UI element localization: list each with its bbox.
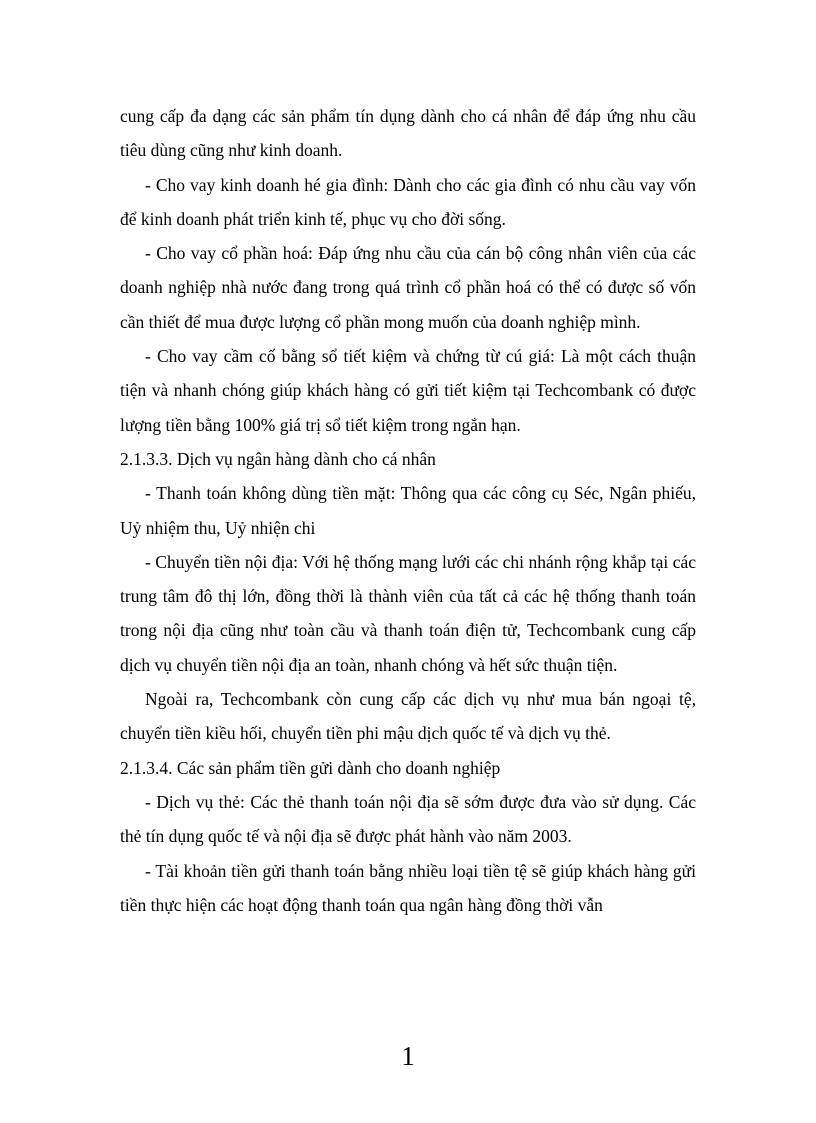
body-text <box>120 99 696 922</box>
paragraph-equitization-loan: - Cho vay cổ phần hoá: Đáp ứng nhu cầu của cán bộ công nhân viên của các doanh nghiệp nhà nước đang trong quá trình cổ phần hoá có thể có được số vốn cần thiết để mua được lượng cổ phần mong muốn của doanh nghiệp mình. <box>120 243 696 332</box>
paragraph-cashless-payment: - Thanh toán không dùng tiền mặt: Thông qua các công cụ Séc, Ngân phiếu, Uỷ nhiệm thu, Uỷ nhiện chi <box>120 483 696 538</box>
section-heading-personal-services: 2.1.3.3. Dịch vụ ngân hàng dành cho cá nhân <box>120 448 436 469</box>
paragraph-personal-credit-intro: cung cấp đa dạng các sản phẩm tín dụng dành cho cá nhân để đáp ứng nhu cầu tiêu dùng cũng như kinh doanh. <box>120 106 696 161</box>
paragraph-pledge-loan: - Cho vay cầm cố bằng sổ tiết kiệm và chứng từ cú giá: Là một cách thuận tiện và nhanh chóng giúp khách hàng có gửi tiết kiệm tại Techcombank có được lượng tiền bằng 100% giá trị sổ tiết kiệm trong ngắn hạn. <box>120 346 696 435</box>
paragraph-domestic-transfer: - Chuyển tiền nội địa: Với hệ thống mạng lưới các chi nhánh rộng khắp tại các trung tâm đô thị lớn, đồng thời là thành viên của tất cả các hệ thống thanh toán trong nội địa cũng như toàn cầu và thanh toán điện tử, Techcombank cung cấp dịch vụ chuyển tiền nội địa an toàn, nhanh chóng và hết sức thuận tiện. <box>120 551 696 675</box>
page-number: 1 <box>401 1041 415 1071</box>
paragraph-multi-currency-account: - Tài khoản tiền gửi thanh toán bằng nhiều loại tiền tệ sẽ giúp khách hàng gửi tiền thực hiện các hoạt động thanh toán qua ngân hàng đồng thời vẫn <box>120 860 696 915</box>
paragraph-other-services: Ngoài ra, Techcombank còn cung cấp các dịch vụ như mua bán ngoại tệ, chuyển tiền kiều hối, chuyển tiền phi mậu dịch quốc tế và dịch vụ thẻ. <box>120 689 696 744</box>
section-heading-enterprise-deposits: 2.1.3.4. Các sản phẩm tiền gửi dành cho doanh nghiệp <box>120 757 501 778</box>
paragraph-card-services: - Dịch vụ thẻ: Các thẻ thanh toán nội địa sẽ sớm được đưa vào sử dụng. Các thẻ tín dụng quốc tế và nội địa sẽ được phát hành vào năm 2003. <box>120 791 696 847</box>
paragraph-household-business-loan: - Cho vay kinh doanh hé gia đình: Dành cho các gia đình có nhu cầu vay vốn để kinh doanh phát triển kinh tế, phục vụ cho đời sống. <box>120 174 696 229</box>
